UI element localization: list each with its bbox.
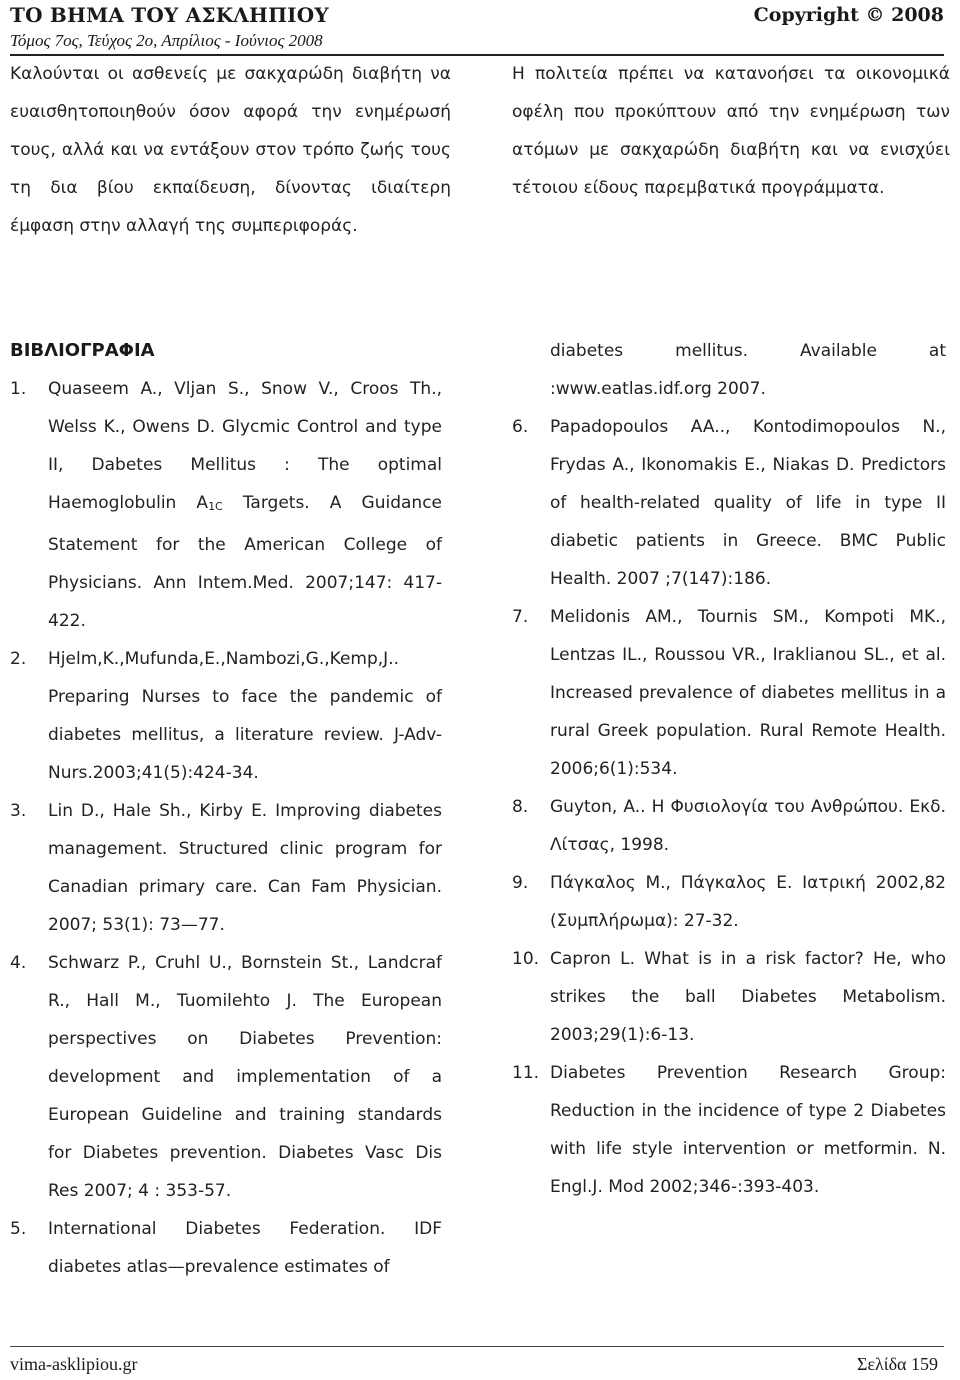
reference-number: 5. xyxy=(10,1219,27,1239)
journal-title: ΤΟ ΒΗΜΑ ΤΟΥ ΑΣΚΛΗΠΙΟΥ xyxy=(10,3,329,27)
left-paragraph: Καλούνται οι ασθενείς με σακχαρώδη διαβήτη να ευαισθητοποιηθούν όσον αφορά την ενημέρωσή τους, αλλά και να εντάξουν στον τρόπο ζωής τους τη δια βίου εκπαίδευση, δίνοντας ιδιαίτερη έμφαση στην αλλαγή της συμπεριφοράς. xyxy=(10,64,451,236)
reference-number: 10. xyxy=(512,949,540,969)
reference-text: Quaseem A., Vljan S., Snow V., Croos Th., Welss K., Owens D. Glycmic Control and type II, Dabetes Mellitus : The optimal Haemoglobulin A xyxy=(48,379,442,513)
reference-text: Targets. A Guidance Statement for the American College of Physicians. Ann Intem.Med. 2007;147: 417-422. xyxy=(48,493,443,631)
reference-subscript: 1C xyxy=(208,500,223,513)
reference-number: 6. xyxy=(512,417,529,437)
references-heading: ΒΙΒΛΙΟΓΡΑΦΙΑ xyxy=(10,340,155,361)
reference-item xyxy=(512,864,946,940)
reference-number: 8. xyxy=(512,797,529,817)
reference-number: 3. xyxy=(10,801,27,821)
reference-item xyxy=(512,1054,946,1206)
reference-number: 9. xyxy=(512,873,529,893)
reference-item xyxy=(10,1210,442,1286)
reference-text: Capron L. What is in a risk factor? He, who strikes the ball Diabetes Metabolism. 2003;29(1):6-13. xyxy=(550,949,946,1045)
reference-text: Melidonis AM., Tournis SM., Kompoti MK., Lentzas IL., Roussou VR., Iraklianou SL., et al. Increased prevalence of diabetes mellitus in a rural Greek population. Rural Remote Health. 2006;6(1):534. xyxy=(550,607,946,779)
reference-item xyxy=(512,940,946,1054)
reference-item xyxy=(512,598,946,788)
reference-item xyxy=(10,944,442,1210)
reference-item xyxy=(512,788,946,864)
footer-rule xyxy=(10,1346,944,1347)
footer-site: vima-asklipiou.gr xyxy=(10,1354,138,1374)
reference-number: 11. xyxy=(512,1063,540,1083)
right-paragraph: Η πολιτεία πρέπει να κατανοήσει τα οικονομικά οφέλη που προκύπτουν από την ενημέρωση των ατόμων με σακχαρώδη διαβήτη και να ενισχύει τέτοιου είδους παρεμβατικά προγράμματα. xyxy=(512,64,950,198)
reference-number: 1. xyxy=(10,379,27,399)
reference-text: Guyton, A.. Η Φυσιολογία του Ανθρώπου. Εκδ. Λίτσας, 1998. xyxy=(550,797,946,855)
reference-text: Diabetes Prevention Research Group: Reduction in the incidence of type 2 Diabetes with life style intervention or metformin. N. Engl.J. Mod 2002;346-:393-403. xyxy=(550,1063,946,1197)
reference-item xyxy=(10,792,442,944)
page-number: Σελίδα 159 xyxy=(856,1354,938,1374)
copyright-notice: Copyright © 2008 xyxy=(753,4,944,26)
reference-item xyxy=(512,408,946,598)
reference-text: Lin D., Hale Sh., Kirby E. Improving diabetes management. Structured clinic program for Canadian primary care. Can Fam Physician. 2007; 53(1): 73—77. xyxy=(48,801,442,935)
reference-text: Πάγκαλος Μ., Πάγκαλος Ε. Ιατρική 2002,82 (Συμπλήρωμα): 27-32. xyxy=(550,873,946,931)
page-header xyxy=(10,0,944,56)
reference-text: International Diabetes Federation. IDF diabetes atlas—prevalence estimates of xyxy=(48,1219,442,1277)
reference-continuation: diabetes mellitus. Available at :www.eatlas.idf.org 2007. xyxy=(550,341,946,399)
references-left-column xyxy=(10,370,442,1286)
reference-text: Hjelm,K.,Mufunda,E.,Nambozi,G.,Kemp,J.. Preparing Nurses to face the pandemic of diabetes mellitus, a literature review. J-Adv-Nurs.2003;41(5):424-34. xyxy=(48,649,442,783)
reference-text: Schwarz P., Cruhl U., Bornstein St., Landcraf R., Hall M., Tuomilehto J. The European perspectives on Diabetes Prevention: development and implementation of a European Guideline and training standards for Diabetes prevention. Diabetes Vasc Dis Res 2007; 4 : 353-57. xyxy=(48,953,442,1201)
reference-number: 7. xyxy=(512,607,529,627)
issue-info: Τόμος 7ος, Τεύχος 2ο, Απρίλιος - Ιούνιος 2008 xyxy=(10,31,323,50)
reference-text: Papadopoulos AA.., Kontodimopoulos N., Frydas A., Ikonomakis E., Niakas D. Predictors of health-related quality of life in type II diabetic patients in Greece. BMC Public Health. 2007 ;7(147):186. xyxy=(550,417,946,589)
reference-item xyxy=(10,640,442,792)
reference-item xyxy=(10,370,442,640)
reference-number: 4. xyxy=(10,953,27,973)
references-right-column xyxy=(512,332,946,1206)
reference-number: 2. xyxy=(10,649,27,669)
